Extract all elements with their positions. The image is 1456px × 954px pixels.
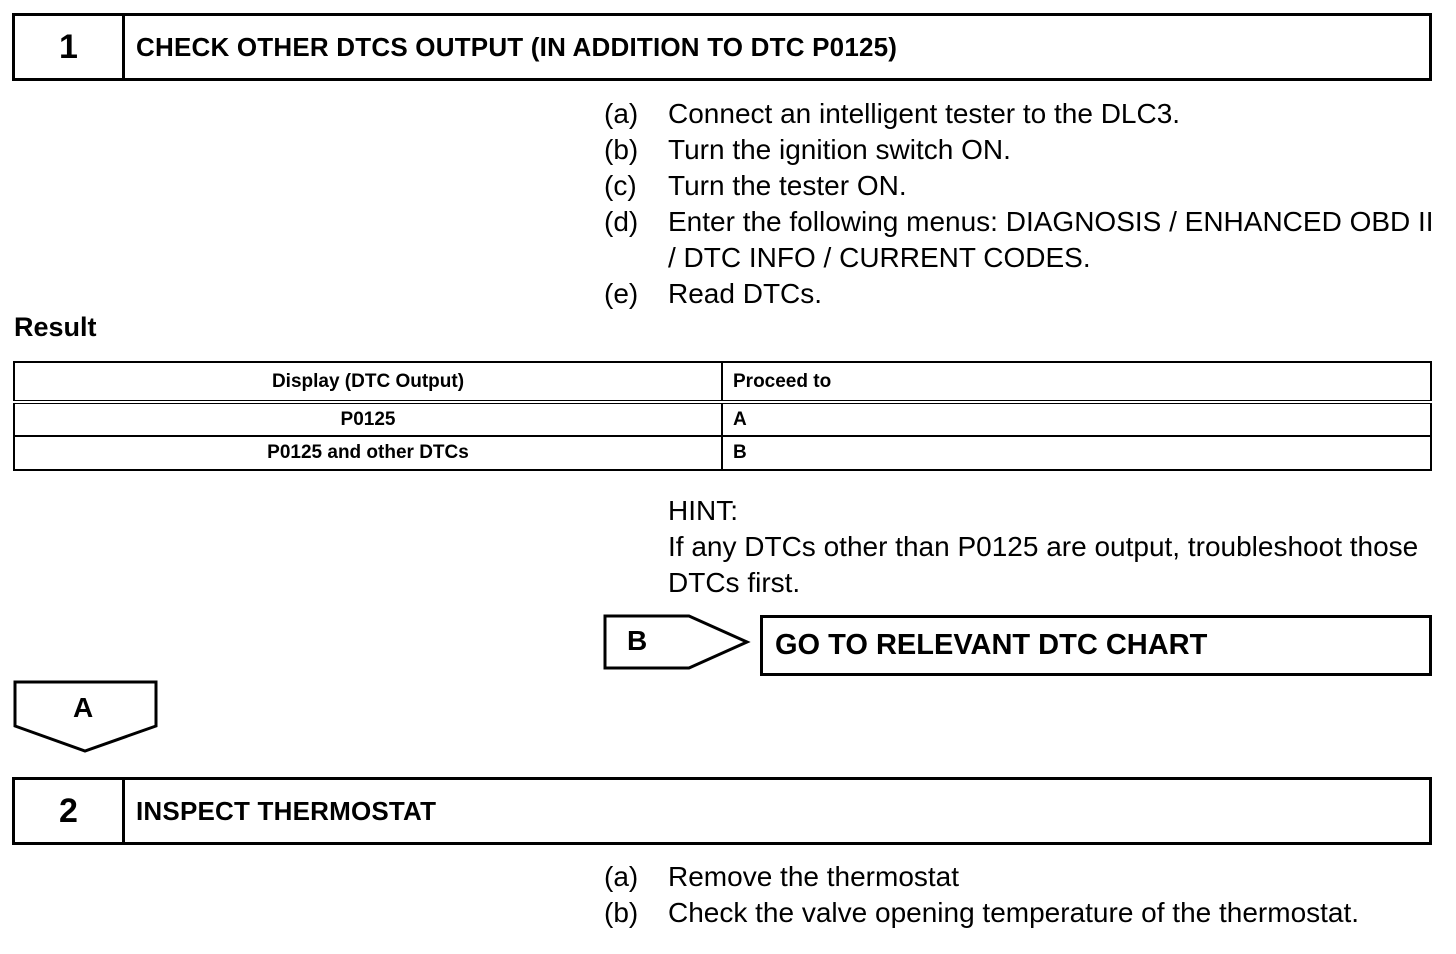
step-2-procedure: [604, 859, 1444, 931]
branch-b-tag-label: B: [627, 625, 648, 656]
goto-relevant-dtc-chart[interactable]: GO TO RELEVANT DTC CHART: [760, 615, 1432, 676]
step-1-procedure: [604, 96, 1444, 312]
item-label: (a): [604, 861, 639, 892]
procedure-item: [604, 859, 1444, 895]
step-title: CHECK OTHER DTCS OUTPUT (IN ADDITION TO DTC P0125): [136, 31, 898, 62]
procedure-item: [604, 276, 1444, 312]
step-number: 1: [15, 16, 125, 78]
procedure-item: [604, 96, 1444, 132]
procedure-item: [604, 168, 1444, 204]
hint-title: HINT:: [668, 495, 738, 526]
procedure-item: [604, 132, 1444, 168]
table-cell: B: [722, 436, 1431, 470]
hint-text: If any DTCs other than P0125 are output, troubleshoot those DTCs first.: [668, 531, 1419, 598]
procedure-item: [604, 895, 1444, 931]
step-2-header: [12, 777, 1432, 845]
item-label: (b): [604, 897, 639, 928]
table-header-row: [14, 362, 1431, 402]
item-label: (d): [604, 206, 639, 237]
item-text: Connect an intelligent tester to the DLC3.: [668, 98, 1181, 129]
table-cell: A: [722, 402, 1431, 436]
branch-b-arrow-tag: [603, 614, 753, 672]
procedure-item: [604, 204, 1444, 276]
item-label: (b): [604, 134, 639, 165]
table-row: [14, 402, 1431, 436]
item-text: Read DTCs.: [668, 278, 823, 309]
branch-a-tag-label: A: [73, 692, 94, 723]
table-row: [14, 436, 1431, 470]
step-1-header: [12, 13, 1432, 81]
item-text: Enter the following menus: DIAGNOSIS / ENHANCED OBD II / DTC INFO / CURRENT CODES.: [668, 206, 1434, 273]
table-cell: P0125: [14, 402, 722, 436]
item-label: (e): [604, 278, 639, 309]
column-header: Proceed to: [722, 362, 1431, 402]
step-title: INSPECT THERMOSTAT: [136, 795, 437, 826]
step-number: 2: [15, 780, 125, 842]
result-heading: Result: [14, 312, 97, 342]
item-text: Turn the ignition switch ON.: [668, 134, 1011, 165]
item-text: Check the valve opening temperature of the thermostat.: [668, 897, 1360, 928]
item-label: (a): [604, 98, 639, 129]
item-text: Turn the tester ON.: [668, 170, 907, 201]
hint-block: [668, 493, 1428, 601]
result-table: [13, 361, 1432, 471]
item-text: Remove the thermostat: [668, 861, 960, 892]
item-label: (c): [604, 170, 637, 201]
table-cell: P0125 and other DTCs: [14, 436, 722, 470]
column-header: Display (DTC Output): [14, 362, 722, 402]
